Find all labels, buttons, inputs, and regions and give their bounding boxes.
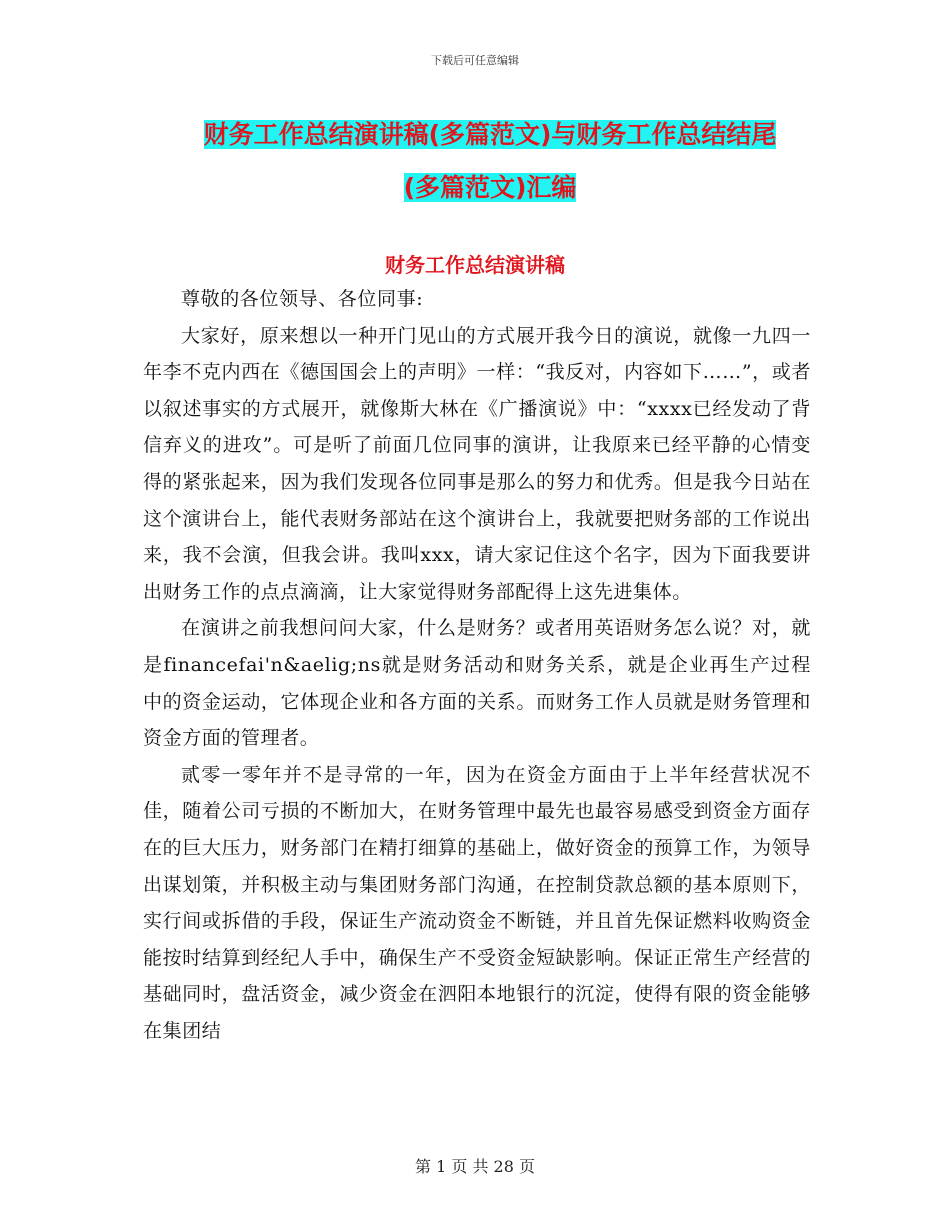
body-paragraph: 大家好，原来想以一种开门见山的方式展开我今日的演说，就像一九四一年李不克内西在《德国国会上的声明》一样：“我反对，内容如下……”，或者以叙述事实的方式展开，就像斯大林在《广播演说》中：“xxxx已经发动了背信弃义的进攻”。可是听了前面几位同事的演讲，让我原来已经平静的心情变得的紧张起来，因为我们发现各位同事是那么的努力和优秀。但是我今日站在这个演讲台上，能代表财务部站在这个演讲台上，我就要把财务部的工作说出来，我不会演，但我会讲。我叫xxx，请大家记住这个名字，因为下面我要讲出财务工作的点点滴滴，让大家觉得财务部配得上这先进集体。 bbox=[143, 324, 811, 603]
header-note: 下载后可任意编辑 bbox=[431, 54, 519, 67]
body-paragraph: 贰零一零年并不是寻常的一年，因为在资金方面由于上半年经营状况不佳，随着公司亏损的不断加大，在财务管理中最先也最容易感受到资金方面存在的巨大压力，财务部门在精打细算的基础上，做好资金的预算工作，为领导出谋划策，并积极主动与集团财务部门沟通，在控制贷款总额的基本原则下，实行间或拆借的手段，保证生产流动资金不断链，并且首先保证燃料收购资金能按时结算到经纪人手中，确保生产不受资金短缺影响。保证正常生产经营的基础同时，盘活资金，减少资金在泗阳本地银行的沉淀，使得有限的资金能够在集团结 bbox=[143, 763, 811, 1042]
section-title: 财务工作总结演讲稿 bbox=[385, 253, 565, 277]
document-title-line-2: (多篇范文)汇编 bbox=[403, 173, 577, 202]
body-text bbox=[143, 281, 811, 1049]
document-title bbox=[140, 108, 840, 214]
salutation-paragraph: 尊敬的各位领导、各位同事: bbox=[181, 288, 424, 310]
document-title-line-1: 财务工作总结演讲稿(多篇范文)与财务工作总结结尾 bbox=[203, 120, 777, 149]
body-paragraph: 在演讲之前我想问问大家，什么是财务？或者用英语财务怎么说？对，就是financefai'n&aelig;ns就是财务活动和财务关系，就是企业再生产过程中的资金运动，它体现企业和各方面的关系。而财务工作人员就是财务管理和资金方面的管理者。 bbox=[143, 617, 811, 750]
page-footer: 第 1 页 共 28 页 bbox=[415, 1157, 535, 1176]
